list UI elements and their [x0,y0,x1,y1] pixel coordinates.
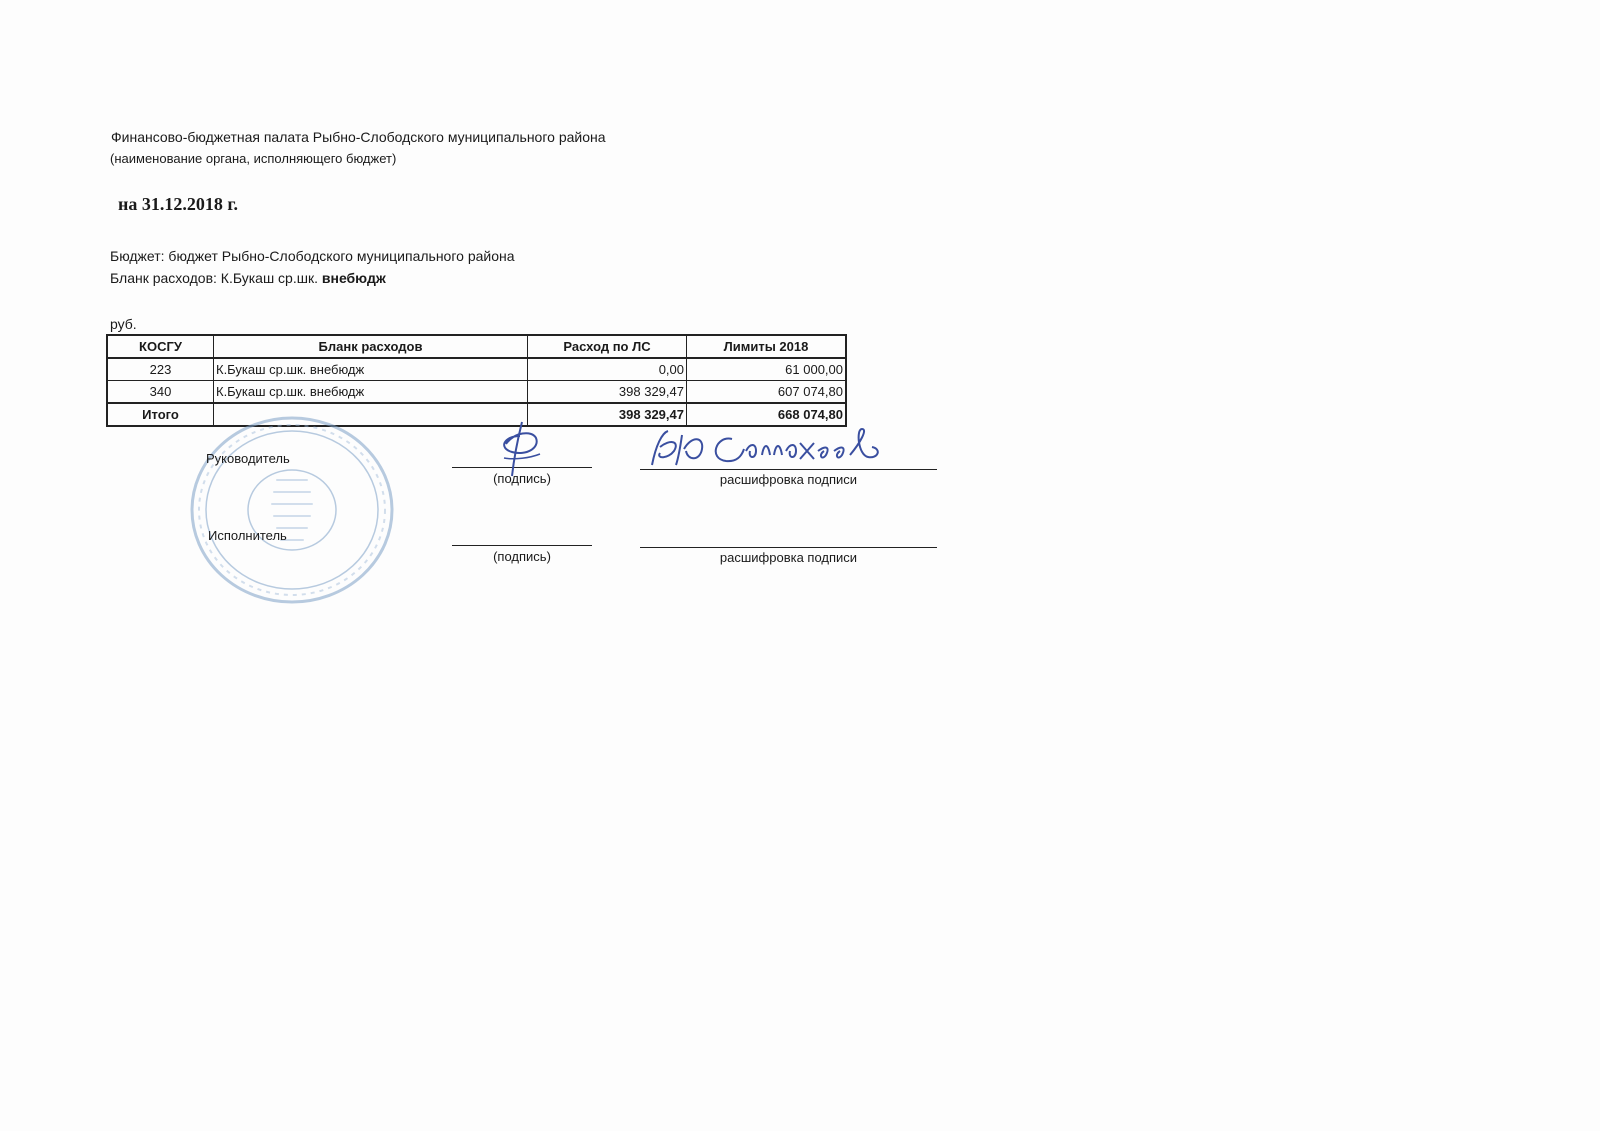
handwritten-name-signature-icon [646,425,926,475]
official-stamp [182,410,402,610]
cell-blank: К.Букаш ср.шк. внебюдж [214,381,528,404]
executor-decode-caption: расшифровка подписи [719,550,858,565]
cell-blank: К.Букаш ср.шк. внебюдж [214,358,528,381]
column-header-expense: Расход по ЛС [528,335,687,358]
column-header-limit: Лимиты 2018 [687,335,847,358]
head-label: Руководитель [206,451,290,466]
organization-caption: (наименование органа, исполняющего бюджет) [110,151,397,166]
handwritten-signature-icon [492,418,552,478]
total-expense: 398 329,47 [528,403,687,426]
cell-limit: 607 074,80 [687,381,847,404]
column-header-blank: Бланк расходов [214,335,528,358]
total-limit: 668 074,80 [687,403,847,426]
blank-line [110,270,386,286]
executor-decode-line [640,547,937,548]
table-header-row [107,335,846,358]
cell-expense: 0,00 [528,358,687,381]
budget-line: Бюджет: бюджет Рыбно-Слободского муниципального района [110,248,515,264]
total-label: Итого [107,403,214,426]
column-header-kosgu: КОСГУ [107,335,214,358]
cell-kosgu: 223 [107,358,214,381]
currency-unit: руб. [110,316,137,332]
head-decode-caption: расшифровка подписи [719,472,858,487]
head-signature-caption: (подпись) [493,471,551,486]
cell-limit: 61 000,00 [687,358,847,381]
blank-bold: внебюдж [321,270,386,286]
cell-expense: 398 329,47 [528,381,687,404]
executor-label: Исполнитель [208,528,287,543]
executor-signature-line [452,545,592,546]
table-row [107,381,846,404]
table-row [107,358,846,381]
executor-signature-caption: (подпись) [493,549,551,564]
report-date-title: на 31.12.2018 г. [118,194,239,214]
organization-name: Финансово-бюджетная палата Рыбно-Слободского муниципального района [111,129,606,145]
blank-prefix: Бланк расходов: К.Букаш ср.шк. [110,270,318,286]
cell-kosgu: 340 [107,381,214,404]
